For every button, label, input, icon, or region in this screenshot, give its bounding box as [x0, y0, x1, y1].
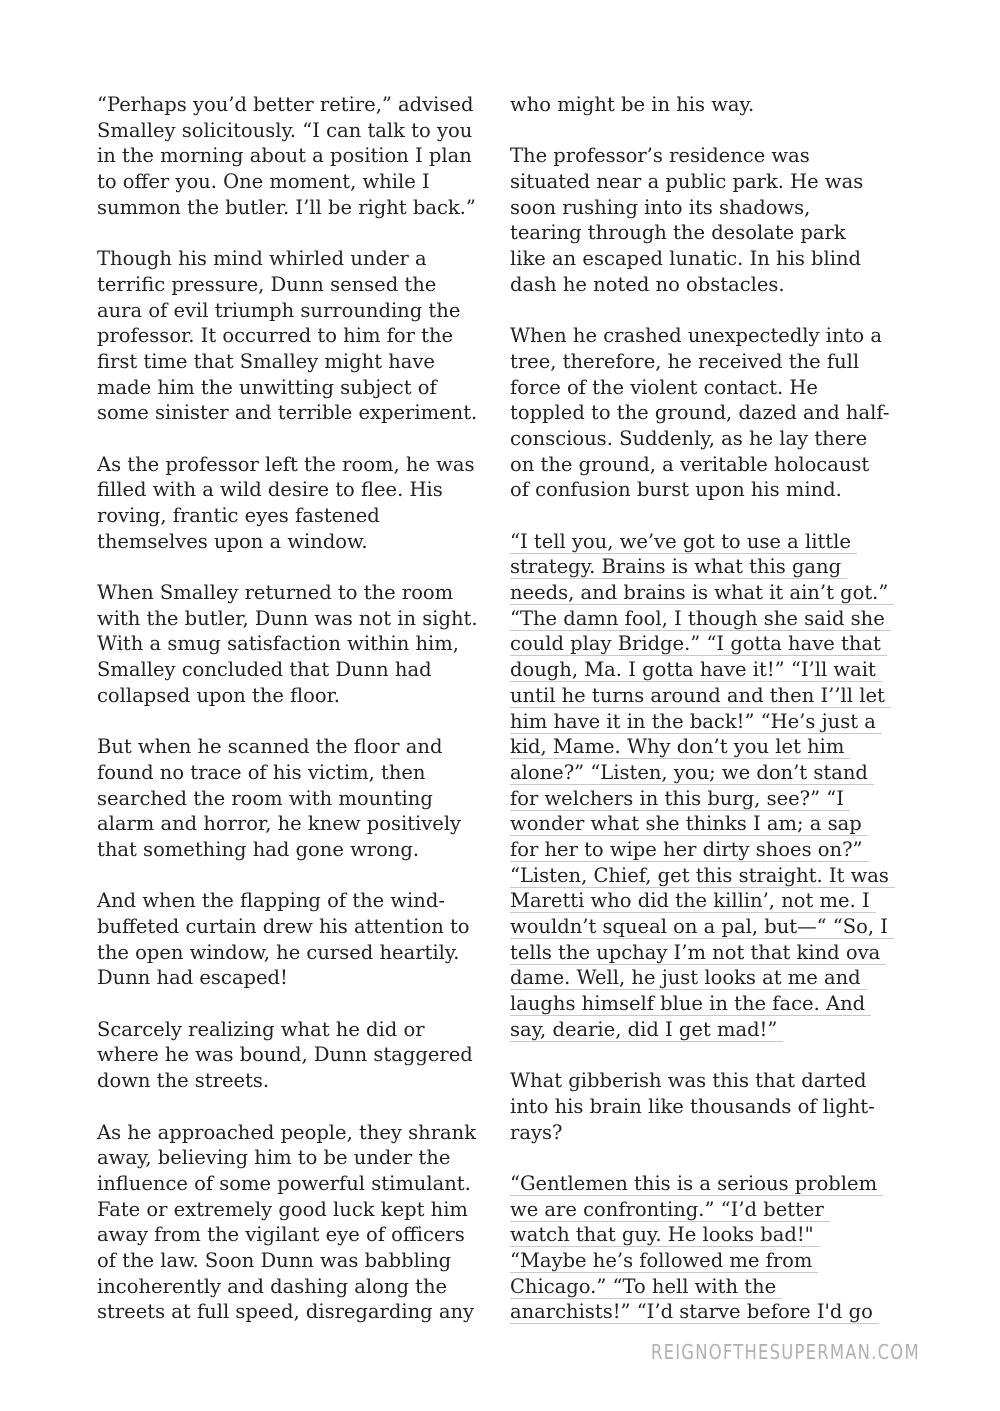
text-line: kid, Mame. Why don’t you let him — [510, 734, 910, 760]
text-line: Dunn had escaped! — [97, 966, 288, 990]
left-column — [97, 92, 497, 1325]
text-line: to offer you. One moment, while I — [97, 170, 430, 194]
text-line: away, believing him to be under the — [97, 1146, 451, 1170]
text-line: rays? — [510, 1120, 563, 1144]
text-line: roving, frantic eyes fastened — [97, 504, 380, 527]
paragraph — [97, 92, 497, 220]
text-line: As the professor left the room, he was — [97, 452, 475, 476]
text-line: laughs himself blue in the face. And — [510, 991, 910, 1017]
text-line: But when he scanned the floor and — [97, 735, 443, 759]
text-line: collapsed upon the floor. — [97, 683, 341, 707]
text-line: Fate or extremely good luck kept him — [97, 1197, 468, 1221]
text-line: Chicago.” “To hell with the — [510, 1274, 910, 1300]
text-line: summon the butler. I’ll be right back.” — [97, 195, 476, 219]
underlined-voices — [510, 529, 910, 1043]
text-line: that something had gone wrong. — [97, 837, 420, 861]
text-line: into his brain like thousands of light- — [510, 1094, 875, 1118]
text-line: of the law. Soon Dunn was babbling — [97, 1248, 452, 1272]
text-line: with the butler, Dunn was not in sight. — [97, 606, 478, 630]
paragraph — [510, 92, 910, 118]
text-line: first time that Smalley might have — [97, 349, 435, 373]
text-line: where he was bound, Dunn staggered — [97, 1043, 473, 1067]
text-line: who might be in his way. — [510, 93, 755, 116]
text-line: When he crashed unexpectedly into a — [510, 324, 882, 348]
paragraph — [97, 580, 497, 708]
text-line: incoherently and dashing along the — [97, 1274, 448, 1298]
text-line: needs, and brains is what it ain’t got.” — [510, 580, 910, 606]
site-watermark: REIGNOFTHESUPERMAN.COM — [651, 1340, 920, 1364]
text-line: And when the flapping of the wind- — [97, 889, 445, 913]
text-line: we are confronting.” “I’d better — [510, 1197, 910, 1223]
text-line: aura of evil triumph surrounding the — [97, 298, 461, 322]
text-line: tells the upchay I’m not that kind ova — [510, 940, 910, 966]
text-line: themselves upon a window. — [97, 529, 368, 553]
paragraph — [510, 323, 910, 503]
text-line: streets at full speed, disregarding any — [97, 1300, 475, 1324]
text-line: strategy. Brains is what this gang — [510, 554, 910, 580]
text-line: Smalley concluded that Dunn had — [97, 658, 432, 682]
text-line: terrific pressure, Dunn sensed the — [97, 272, 437, 296]
text-line: down the streets. — [97, 1069, 270, 1093]
paragraph — [97, 246, 497, 426]
text-line: toppled to the ground, dazed and half- — [510, 401, 890, 425]
text-line: wonder what she thinks I am; a sap — [510, 811, 910, 837]
text-line: As he approached people, they shrank — [97, 1120, 477, 1144]
text-line: watch that guy. He looks bad!" — [510, 1222, 910, 1248]
text-line: dame. Well, he just looks at me and — [510, 965, 910, 991]
text-line: for her to wipe her dirty shoes on?” — [510, 837, 910, 863]
text-line: The professor’s residence was — [510, 144, 810, 168]
text-line: “Gentlemen this is a serious problem — [510, 1171, 910, 1197]
text-line: in the morning about a position I plan — [97, 144, 472, 168]
text-line: With a smug satisfaction within him, — [97, 632, 459, 656]
text-line: filled with a wild desire to flee. His — [97, 478, 443, 502]
text-line: “Perhaps you’d better retire,” advised — [97, 93, 474, 116]
text-line: When Smalley returned to the room — [97, 581, 454, 605]
text-line: force of the violent contact. He — [510, 375, 818, 399]
text-line: professor. It occurred to him for the — [97, 324, 454, 348]
text-line: could play Bridge.” “I gotta have that — [510, 631, 910, 657]
text-line: What gibberish was this that darted — [510, 1069, 867, 1093]
text-line: away from the vigilant eye of officers — [97, 1223, 465, 1247]
text-line: Maretti who did the killin’, not me. I — [510, 888, 910, 914]
text-line: found no trace of his victim, then — [97, 760, 426, 784]
text-line: “Listen, Chief, get this straight. It was — [510, 863, 910, 889]
paragraph — [97, 452, 497, 555]
text-line: alone?” “Listen, you; we don’t stand — [510, 760, 910, 786]
text-line: Scarcely realizing what he did or — [97, 1017, 425, 1041]
text-line: “I tell you, we’ve got to use a little — [510, 529, 910, 555]
text-line: him have it in the back!” “He’s just a — [510, 709, 910, 735]
text-line: buffeted curtain drew his attention to — [97, 915, 470, 938]
text-line: for welchers in this burg, see?” “I — [510, 786, 910, 812]
paragraph — [510, 143, 910, 297]
paragraph — [97, 734, 497, 862]
paragraph — [97, 888, 497, 991]
text-line: searched the room with mounting — [97, 786, 433, 810]
text-line: until he turns around and then I’’ll let — [510, 683, 910, 709]
text-line: anarchists!” “I’d starve before I'd go — [510, 1299, 910, 1325]
text-line: “Maybe he’s followed me from — [510, 1248, 910, 1274]
text-line: of confusion burst upon his mind. — [510, 478, 842, 502]
text-line: say, dearie, did I get mad!” — [510, 1017, 910, 1043]
text-line: dash he noted no obstacles. — [510, 272, 785, 296]
text-line: like an escaped lunatic. In his blind — [510, 247, 862, 271]
text-line: dough, Ma. I gotta have it!” “I’ll wait — [510, 657, 910, 683]
text-line: conscious. Suddenly, as he lay there — [510, 426, 868, 450]
text-line: Though his mind whirled under a — [97, 247, 427, 271]
underlined-voices — [510, 1171, 910, 1325]
text-line: “The damn fool, I though she said she — [510, 606, 910, 632]
text-line: tearing through the desolate park — [510, 221, 846, 245]
text-line: some sinister and terrible experiment. — [97, 401, 478, 425]
text-line: influence of some powerful stimulant. — [97, 1171, 471, 1195]
text-line: the open window, he cursed heartily. — [97, 940, 460, 964]
text-line: on the ground, a veritable holocaust — [510, 452, 870, 476]
text-line: tree, therefore, he received the full — [510, 349, 860, 373]
paragraph — [97, 1017, 497, 1094]
text-line: Smalley solicitously. “I can talk to you — [97, 118, 473, 142]
text-line: alarm and horror, he knew positively — [97, 812, 462, 836]
text-line: wouldn’t squeal on a pal, but—“ “So, I — [510, 914, 910, 940]
paragraph — [510, 1068, 910, 1145]
text-line: situated near a public park. He was — [510, 170, 864, 194]
right-column — [510, 92, 910, 1325]
text-line: soon rushing into its shadows, — [510, 195, 811, 219]
text-line: made him the unwitting subject of — [97, 375, 437, 399]
paragraph — [97, 1120, 497, 1326]
